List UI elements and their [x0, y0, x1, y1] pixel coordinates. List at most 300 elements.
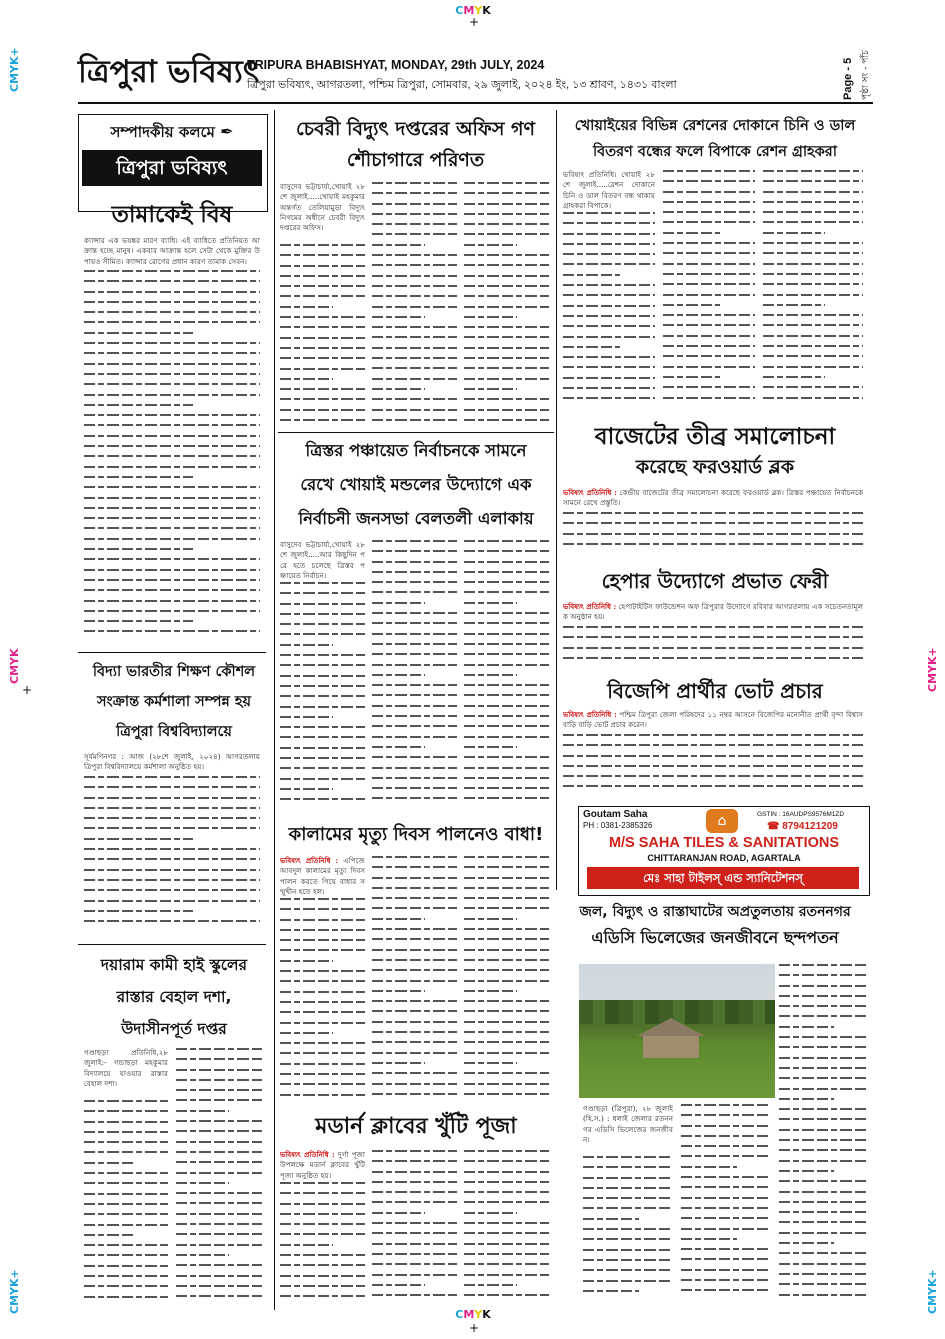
cmyk-left-bottom-mark: CMYK+	[8, 1269, 21, 1314]
body-text-line	[779, 1149, 867, 1151]
body-text-line	[372, 1083, 457, 1085]
body-text-line	[372, 378, 457, 380]
body-text-line	[464, 1093, 549, 1095]
body-text-line	[84, 797, 260, 799]
body-text-line	[464, 1150, 549, 1152]
body-text-line	[779, 1263, 867, 1265]
body-text-line	[84, 569, 260, 571]
body-text-line	[779, 1108, 867, 1110]
body-text-line	[464, 540, 549, 542]
body-text-line	[681, 1207, 771, 1209]
body-text-line	[84, 817, 260, 819]
body-text-line	[464, 746, 517, 748]
body-text-line	[372, 938, 457, 940]
editorial-lead: ক্যান্সার এক ভয়ঙ্কর মারণ ব্যাধি। এই ব্যাধিতে প্রতিনিয়ত আক্রান্ত হচ্ছে মানুষ। একবার আক্রান্ত হলে সেটা থেকে মুক্তির উপায়ও সীমিত। ক্যান্সার রোগের প্রধান কারণ তামাক সেবন।	[84, 236, 260, 266]
vidya-headline-1: বিদ্যা ভারতীর শিক্ষণ কৌশল	[92, 664, 256, 680]
body-text-line	[779, 1283, 867, 1285]
body-text-line	[372, 367, 457, 369]
body-text-line	[280, 1052, 365, 1054]
body-text-line	[372, 233, 457, 235]
body-text-line	[84, 1172, 168, 1174]
body-text-line	[663, 221, 755, 223]
body-text-line	[84, 1296, 168, 1298]
body-text-line	[280, 357, 365, 359]
body-text-line	[563, 744, 863, 746]
panchayat-headline-3: নির্বাচনী জনসভা বেলতলী এলাকায়	[298, 509, 534, 528]
body-text-line	[280, 419, 365, 421]
body-text-line	[763, 397, 863, 399]
body-text-line	[280, 736, 365, 738]
body-text-line	[779, 1273, 867, 1275]
body-text-line	[84, 538, 260, 540]
body-text-line	[280, 1192, 365, 1194]
body-text-line	[372, 581, 457, 583]
modern-club-body-col3	[464, 1150, 549, 1306]
body-text-line	[84, 827, 260, 829]
ad-phone-1: PH : 0381-2385326	[583, 821, 653, 830]
editorial-headline: তামাকেই বিষ	[111, 202, 233, 228]
body-text-line	[280, 788, 333, 790]
body-text-line	[84, 579, 260, 581]
body-text-line	[176, 1161, 262, 1163]
body-text-line	[372, 602, 425, 604]
body-text-line	[563, 243, 655, 245]
body-text-line	[280, 378, 333, 380]
body-text-line	[280, 675, 365, 677]
body-text-line	[681, 1104, 771, 1106]
body-text-line	[779, 1201, 867, 1203]
body-text-line	[464, 622, 549, 624]
body-text-line	[681, 1125, 771, 1127]
panchayat-lead: বাসুদেব ভট্টাচার্য্য,খোয়াই ২৮শে জুলাই.....আর কিছুদিন পরে হতে চলেছে ত্রিস্তর পঞ্চায়েত নির্বাচন।	[280, 540, 365, 580]
body-text-line	[84, 589, 260, 591]
body-text-line	[663, 242, 755, 244]
body-text-line	[464, 192, 549, 194]
body-text-line	[563, 397, 655, 399]
body-text-line	[663, 304, 720, 306]
body-text-line	[663, 201, 755, 203]
body-text-line	[280, 1083, 365, 1085]
body-text-line	[280, 623, 365, 625]
body-text-line	[372, 1243, 457, 1245]
body-text-line	[372, 1171, 457, 1173]
body-text-line	[464, 203, 549, 205]
body-text-line	[280, 388, 365, 390]
modern-club-lead	[280, 1150, 365, 1180]
body-text-line	[372, 715, 457, 717]
dayaram-headline-3: উদাসীনপূর্ত দপ্তর	[121, 1020, 227, 1038]
body-text-line	[280, 244, 365, 246]
body-text-line	[763, 191, 863, 193]
body-text-line	[372, 777, 457, 779]
body-text-line	[372, 264, 457, 266]
body-text-line	[464, 378, 549, 380]
body-text-line	[583, 1207, 673, 1209]
body-text-line	[779, 1077, 867, 1079]
body-text-line	[464, 1000, 549, 1002]
body-text-line	[464, 367, 549, 369]
body-text-line	[464, 306, 549, 308]
body-text-line	[84, 321, 260, 323]
body-text-line	[372, 969, 457, 971]
body-text-line	[372, 1253, 457, 1255]
body-text-line	[372, 622, 457, 624]
body-text-line	[176, 1141, 262, 1143]
hepar-headline: হেপার উদ্যোগে প্রভাত ফেরী	[601, 569, 829, 593]
body-text-line	[84, 558, 260, 560]
body-text-line	[280, 757, 365, 759]
chebri-headline: চেবরী বিদ্যুৎ দপ্তরের অফিস গণ শৌচাগারে পরিণত	[296, 118, 535, 171]
body-text-line	[464, 959, 549, 961]
kalam-lead	[280, 856, 365, 896]
body-text-line	[84, 352, 260, 354]
body-text-line	[663, 386, 755, 388]
body-text-line	[372, 725, 457, 727]
body-text-line	[464, 213, 549, 215]
body-text-line	[280, 1001, 365, 1003]
ad-phone-2	[767, 821, 838, 832]
body-text-line	[464, 674, 517, 676]
body-text-line	[372, 306, 457, 308]
body-text-line	[176, 1079, 262, 1081]
khowai-ration-body-col1	[563, 212, 655, 410]
body-text-line	[372, 705, 457, 707]
body-text-line	[84, 332, 193, 334]
body-text-line	[280, 316, 365, 318]
body-text-line	[563, 387, 655, 389]
body-text-line	[372, 419, 457, 421]
registration-cross-left: +	[22, 683, 33, 697]
budget-headline-2: করেছে ফরওয়ার্ড ব্লক	[635, 456, 795, 478]
body-text-line	[372, 918, 425, 920]
body-text-line	[583, 1166, 673, 1168]
chebri-body-col3	[464, 182, 549, 434]
body-text-line	[372, 866, 457, 868]
body-text-line	[763, 355, 863, 357]
body-text-line	[681, 1145, 771, 1147]
cmyk-bottom-mark: CMYK	[455, 1308, 491, 1321]
body-text-line	[176, 1058, 262, 1060]
body-text-line	[464, 756, 549, 758]
body-text-line	[280, 409, 365, 411]
body-text-line	[464, 949, 549, 951]
divider-dayaram-top	[78, 944, 266, 945]
body-text-line	[663, 324, 755, 326]
divider-panchayat-top	[278, 432, 554, 433]
body-text-line	[372, 1000, 457, 1002]
body-text-line	[84, 404, 193, 406]
body-text-line	[464, 1160, 549, 1162]
body-text-line	[280, 980, 365, 982]
bjp-byline: ভবিষ্যৎ প্রতিনিধি :	[563, 710, 617, 719]
body-text-line	[280, 337, 365, 339]
bjp-lead-text: পশ্চিম ত্রিপুরা জেলা পরিষদের ১১ নম্বর আসনে বিজেপির মনোনীত প্রার্থী বৃন্দা বিশ্বাস বাড়ি বাড়ি ভোট প্রচার করেন।	[563, 710, 863, 730]
body-text-line	[280, 1182, 365, 1184]
body-text-line	[84, 776, 260, 778]
body-text-line	[464, 705, 549, 707]
body-text-line	[280, 695, 365, 697]
body-text-line	[176, 1182, 229, 1184]
body-text-line	[372, 1181, 457, 1183]
body-text-line	[84, 435, 260, 437]
body-text-line	[84, 486, 260, 488]
body-text-line	[84, 1193, 168, 1195]
panchayat-body-col1	[280, 582, 365, 810]
body-text-line	[372, 633, 457, 635]
body-text-line	[372, 591, 457, 593]
body-text-line	[663, 345, 755, 347]
body-text-line	[464, 969, 549, 971]
body-text-line	[372, 326, 457, 328]
body-text-line	[681, 1248, 771, 1250]
body-text-line	[563, 512, 863, 514]
body-text-line	[280, 326, 365, 328]
body-text-line	[372, 897, 457, 899]
masthead-rule	[78, 102, 873, 104]
body-text-line	[663, 294, 755, 296]
body-text-line	[280, 1011, 365, 1013]
body-text-line	[280, 398, 365, 400]
body-text-line	[176, 1223, 262, 1225]
masthead-bengali-line: ত্রিপুরা ভবিষ্যৎ, আগরতলা, পশ্চিম ত্রিপুরা, সোমবার, ২৯ জুলাই, ২০২৪ ইং, ১৩ শ্রাবণ, ১৪৩১ বাংলা	[247, 79, 677, 91]
body-text-line	[563, 657, 863, 659]
body-text-line	[464, 581, 549, 583]
body-text-line	[372, 192, 457, 194]
body-text-line	[372, 887, 457, 889]
body-text-line	[663, 263, 755, 265]
body-text-line	[280, 285, 365, 287]
page-number-english: Page - 5	[842, 57, 854, 100]
body-text-line	[563, 336, 655, 338]
body-text-line	[372, 1263, 457, 1265]
modern-club-headline: মডার্ন ক্লাবের খুঁটি পূজা	[315, 1114, 517, 1139]
body-text-line	[84, 610, 260, 612]
body-text-line	[372, 285, 457, 287]
body-text-line	[280, 592, 365, 594]
photo-hut-roof	[637, 1018, 705, 1036]
body-text-line	[681, 1269, 771, 1271]
body-text-line	[280, 1244, 333, 1246]
body-text-line	[779, 1098, 834, 1100]
body-text-line	[84, 363, 260, 365]
body-text-line	[372, 877, 457, 879]
body-text-line	[779, 1057, 867, 1059]
body-text-line	[464, 633, 549, 635]
body-text-line	[372, 746, 425, 748]
body-text-line	[84, 1244, 168, 1246]
body-text-line	[84, 466, 260, 468]
ad-logo-icon: ⌂	[706, 809, 738, 833]
body-text-line	[464, 980, 549, 982]
body-text-line	[464, 1062, 517, 1064]
body-text-line	[372, 1093, 457, 1095]
body-text-line	[563, 294, 655, 296]
body-text-line	[84, 342, 260, 344]
body-text-line	[464, 715, 549, 717]
body-text-line	[763, 211, 863, 213]
body-text-line	[84, 1100, 168, 1102]
chebri-body-col1	[280, 244, 365, 434]
body-text-line	[779, 1067, 867, 1069]
body-text-line	[280, 1094, 365, 1096]
body-text-line	[464, 643, 549, 645]
page-number-label	[842, 50, 854, 100]
body-text-line	[681, 1176, 771, 1178]
body-text-line	[563, 626, 863, 628]
body-text-line	[681, 1114, 771, 1116]
registration-cross-top: +	[469, 15, 480, 29]
body-text-line	[372, 1062, 425, 1064]
body-text-line	[464, 928, 549, 930]
body-text-line	[280, 654, 365, 656]
body-text-line	[464, 1253, 549, 1255]
body-text-line	[779, 1139, 867, 1141]
body-text-line	[464, 591, 549, 593]
body-text-line	[372, 1212, 425, 1214]
body-text-line	[84, 848, 260, 850]
page-number-label-bn	[858, 50, 873, 100]
body-text-line	[84, 497, 260, 499]
masthead-title: ত্রিপুরা ভবিষ্যৎ	[78, 54, 260, 90]
panchayat-headline-1: ত্রিস্তর পঞ্চায়েত নির্বাচনকে সামনে	[305, 441, 527, 460]
body-text-line	[84, 620, 193, 622]
body-text-line	[176, 1099, 262, 1101]
body-text-line	[84, 1121, 168, 1123]
body-text-line	[464, 767, 549, 769]
body-text-line	[763, 376, 825, 378]
body-text-line	[763, 366, 863, 368]
body-text-line	[372, 571, 457, 573]
body-text-line	[464, 1010, 549, 1012]
body-text-line	[583, 1228, 673, 1230]
body-text-line	[372, 203, 457, 205]
body-text-line	[84, 383, 260, 385]
body-text-line	[464, 877, 549, 879]
body-text-line	[663, 170, 755, 172]
body-text-line	[663, 314, 755, 316]
chebri-body-col2	[372, 182, 457, 434]
body-text-line	[583, 1249, 673, 1251]
body-text-line	[176, 1110, 229, 1112]
body-text-line	[84, 476, 193, 478]
saha-tiles-ad[interactable]	[578, 806, 870, 896]
body-text-line	[663, 252, 755, 254]
panchayat-body-col3	[464, 540, 549, 810]
modern-club-byline: ভবিষ্যৎ প্রতিনিধি :	[280, 1150, 335, 1159]
body-text-line	[280, 1022, 365, 1024]
body-text-line	[280, 1203, 365, 1205]
body-text-line	[372, 1191, 457, 1193]
body-text-line	[663, 397, 755, 399]
kalam-body-col1	[280, 898, 365, 1106]
body-text-line	[280, 939, 365, 941]
ratannagar-body-col1	[583, 1156, 673, 1306]
body-text-line	[84, 424, 260, 426]
body-text-line	[84, 1234, 136, 1236]
body-text-line	[84, 910, 193, 912]
body-text-line	[372, 980, 457, 982]
body-text-line	[563, 636, 863, 638]
body-text-line	[84, 507, 260, 509]
body-text-line	[681, 1197, 771, 1199]
body-text-line	[372, 1150, 457, 1152]
body-text-line	[779, 1242, 834, 1244]
photo-hut-wall	[643, 1036, 699, 1058]
khowai-ration-body-col3	[763, 170, 863, 410]
vidya-lead: সূর্যমণিনগর : আজ (২৮শে জুলাই, ২০২৪) আগরতলায় ত্রিপুরা বিশ্ববিদ্যালয়ে কর্মশালা অনুষ্ঠিত হয়।	[84, 752, 260, 772]
body-text-line	[464, 1222, 549, 1224]
body-text-line	[763, 242, 863, 244]
body-text-line	[372, 674, 425, 676]
body-text-line	[372, 756, 457, 758]
body-text-line	[464, 856, 549, 858]
body-text-line	[176, 1048, 262, 1050]
ratannagar-body-col2	[681, 1104, 771, 1306]
body-text-line	[563, 356, 655, 358]
ad-gstin: GSTIN : 16AUDPS9576M1ZD	[757, 811, 845, 818]
body-text-line	[464, 409, 549, 411]
body-text-line	[280, 347, 365, 349]
body-text-line	[464, 1083, 549, 1085]
body-text-line	[464, 1072, 549, 1074]
body-text-line	[372, 388, 425, 390]
body-text-line	[464, 1232, 549, 1234]
body-text-line	[779, 1118, 867, 1120]
body-text-line	[372, 182, 457, 184]
panchayat-body-col2	[372, 540, 457, 810]
body-text-line	[176, 1254, 229, 1256]
body-text-line	[663, 376, 720, 378]
body-text-line	[280, 368, 365, 370]
kalam-byline: ভবিষ্যৎ প্রতিনিধি :	[280, 856, 339, 865]
kalam-lead-text: এপিজে আবদুল কালামের মৃত্যু দিবস পালন করতে গিয়ে বাধার সম্মুখীন হতে হল।	[280, 856, 365, 896]
body-text-line	[779, 964, 867, 966]
body-text-line	[464, 866, 549, 868]
body-text-line	[464, 787, 549, 789]
ad-address: CHITTARANJAN ROAD, AGARTALA	[647, 853, 801, 863]
body-text-line	[779, 974, 867, 976]
body-text-line	[563, 315, 655, 317]
body-text-line	[464, 918, 517, 920]
body-text-line	[464, 938, 549, 940]
body-text-line	[372, 767, 457, 769]
body-text-line	[280, 1295, 365, 1297]
body-text-line	[84, 858, 260, 860]
body-text-line	[280, 306, 333, 308]
body-text-line	[681, 1228, 771, 1230]
body-text-line	[372, 928, 457, 930]
dayaram-headline-2: রাস্তার বেহাল দশা,	[116, 988, 232, 1006]
body-text-line	[280, 1233, 365, 1235]
body-text-line	[583, 1187, 673, 1189]
body-text-line	[779, 1294, 867, 1296]
body-text-line	[763, 283, 863, 285]
body-text-line	[280, 1264, 365, 1266]
body-text-line	[663, 366, 755, 368]
body-text-line	[280, 603, 365, 605]
body-text-line	[280, 929, 365, 931]
body-text-line	[464, 264, 549, 266]
body-text-line	[84, 1151, 168, 1153]
body-text-line	[372, 1010, 457, 1012]
body-text-line	[464, 295, 549, 297]
body-text-line	[464, 725, 549, 727]
hepar-body-text	[563, 626, 863, 672]
body-text-line	[372, 1232, 457, 1234]
modern-club-body-col1	[280, 1182, 365, 1306]
body-text-line	[464, 1243, 549, 1245]
body-text-line	[464, 1201, 549, 1203]
